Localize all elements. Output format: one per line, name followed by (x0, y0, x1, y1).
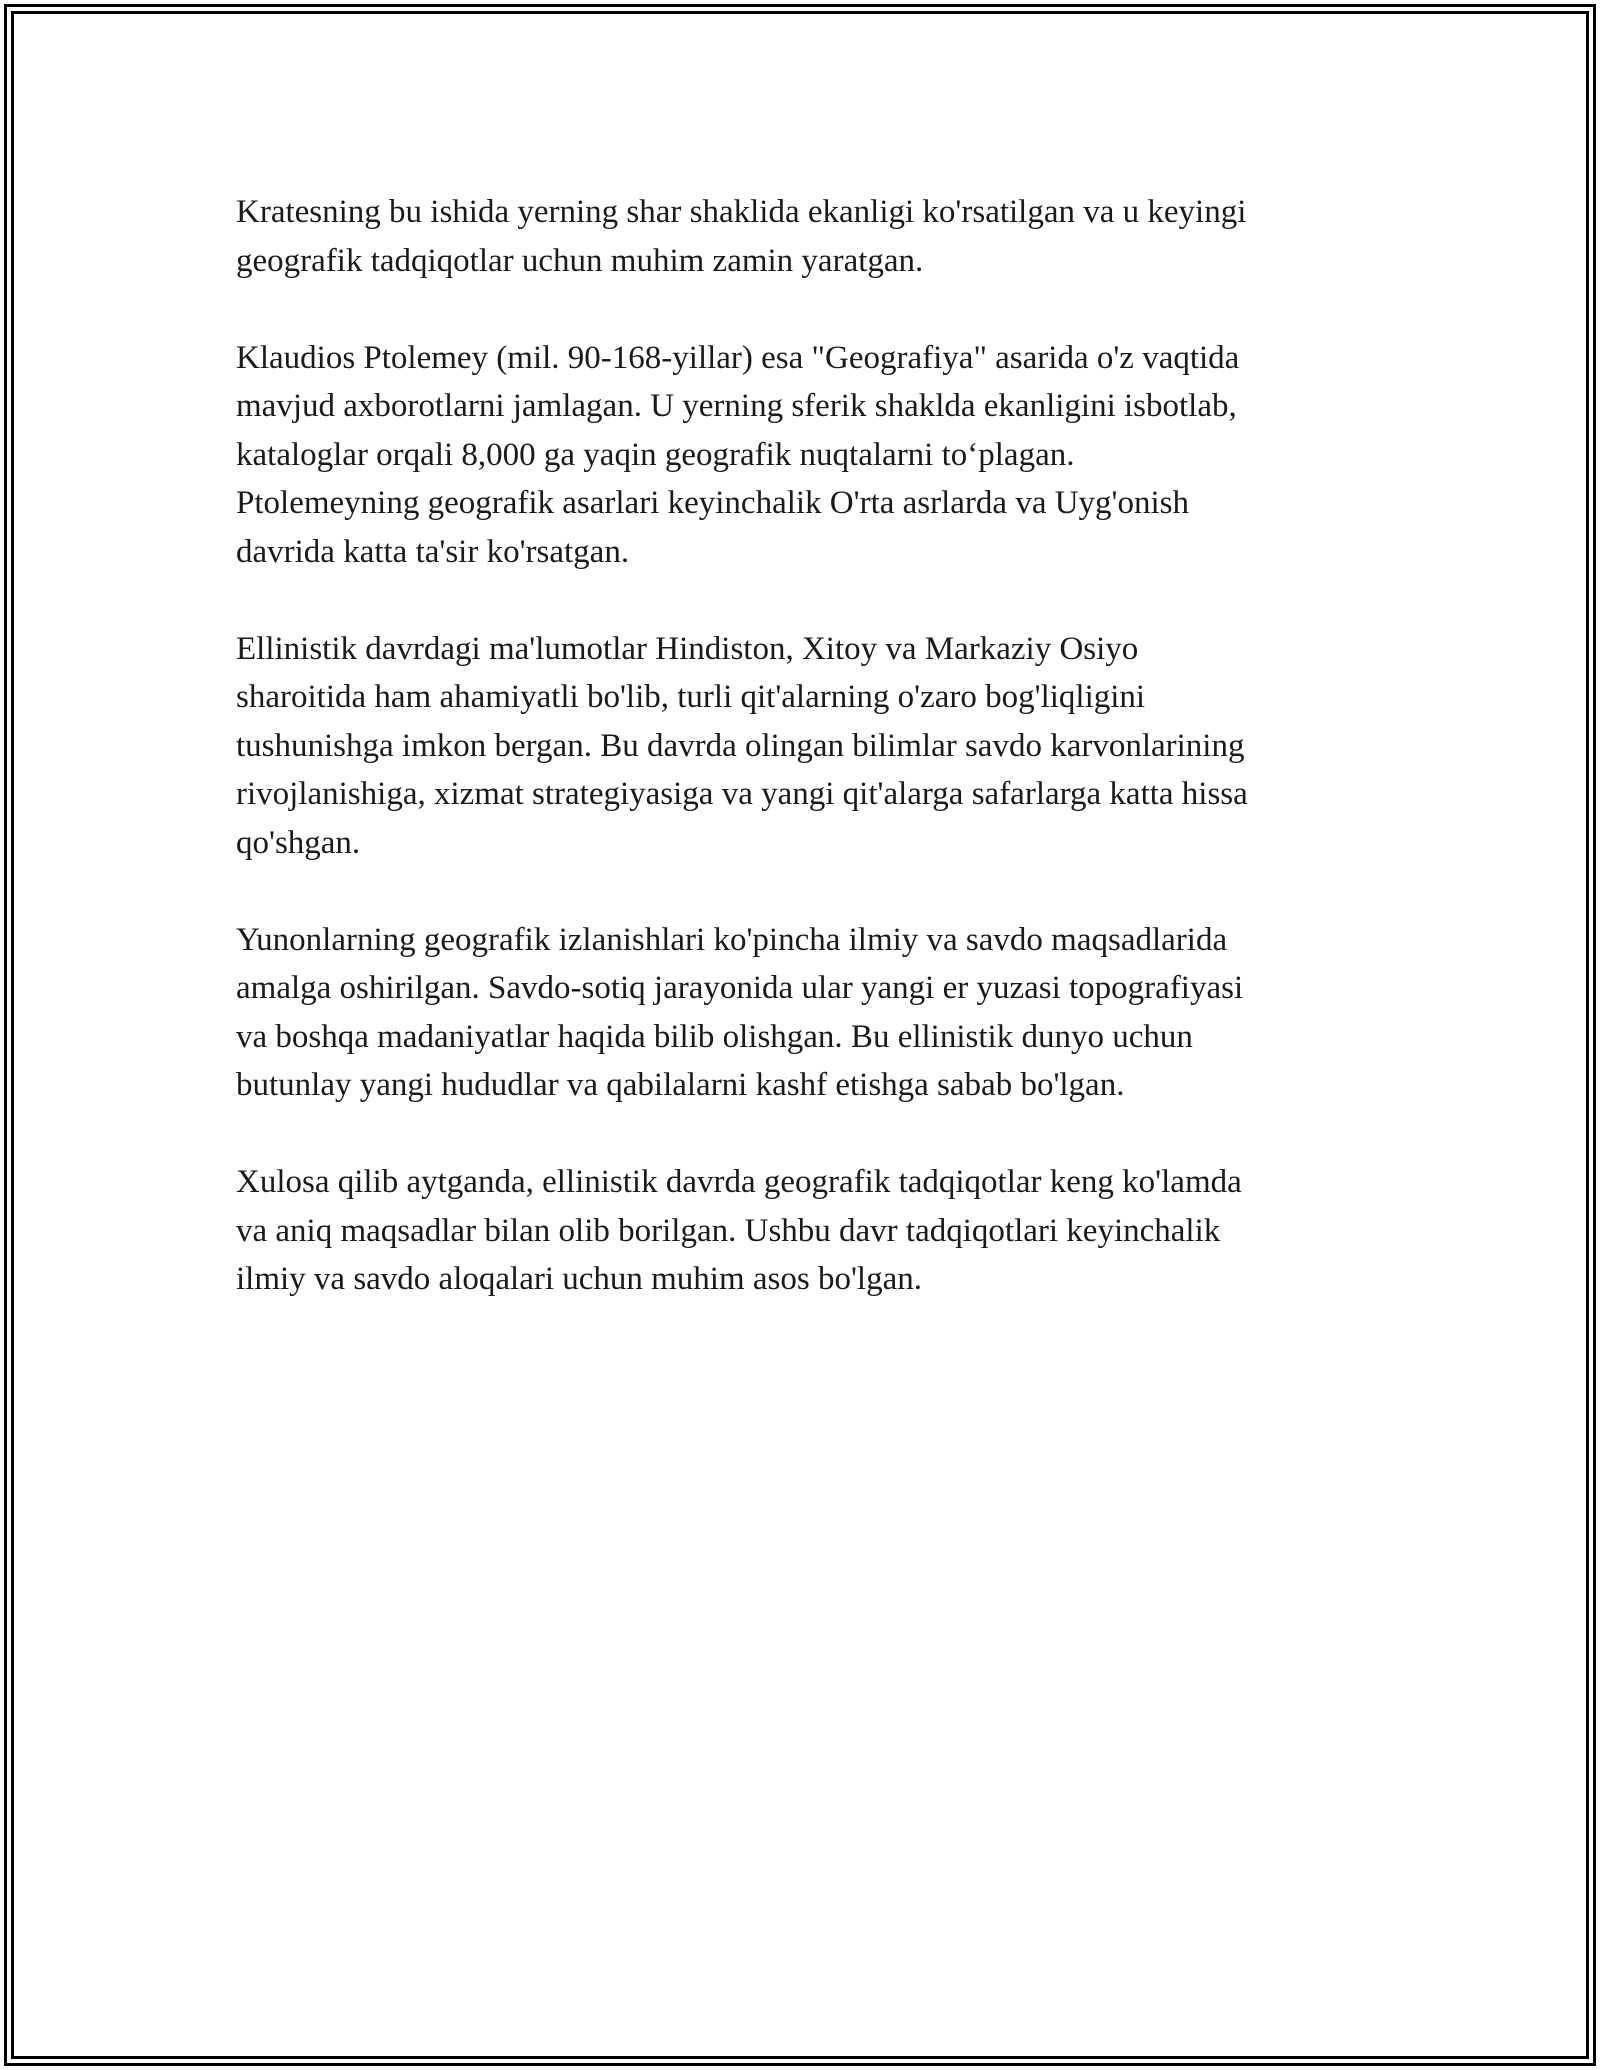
paragraph-xulosa: Xulosa qilib aytganda, ellinistik davrda geografik tadqiqotlar keng ko'lamda va aniq maqsadlar bilan olib borilgan. Ushbu davr tadqiqotlari keyinchalik ilmiy va savdo aloqalari uchun muhim asos bo'lgan. (236, 1164, 1242, 1297)
paragraph-ptolemey: Klaudios Ptolemey (mil. 90-168-yillar) esa "Geografiya" asarida o'z vaqtida mavjud axborotlarni jamlagan. U yerning sferik shaklda ekanligini isbotlab, kataloglar orqali 8,000 ga yaqin geografik nuqtalarni to‘plagan. Ptolemeyning geografik asarlari keyinchalik O'rta asrlarda va Uyg'onish davrida katta ta'sir ko'rsatgan. (236, 339, 1240, 570)
paragraph-ellinistik-malumotlar: Ellinistik davrdagi ma'lumotlar Hindiston, Xitoy va Markaziy Osiyo sharoitida ham ahamiyatli bo'lib, turli qit'alarning o'zaro bog'liqligini tushunishga imkon bergan. Bu davrda olingan bilimlar savdo karvonlarining rivojlanishiga, xizmat strategiyasiga va yangi qit'alarga safarlarga katta hissa qo'shgan. (236, 630, 1248, 861)
paragraph-krates: Kratesning bu ishida yerning shar shaklida ekanligi ko'rsatilgan va u keyingi geografik tadqiqotlar uchun muhim zamin yaratgan. (236, 194, 1247, 279)
document-body (236, 188, 1386, 1352)
paragraph-yunonlar: Yunonlarning geografik izlanishlari ko'pincha ilmiy va savdo maqsadlarida amalga oshirilgan. Savdo-sotiq jarayonida ular yangi er yuzasi topografiyasi va boshqa madaniyatlar haqida bilib olishgan. Bu ellinistik dunyo uchun butunlay yangi hududlar va qabilalarni kashf etishga sabab bo'lgan. (236, 921, 1244, 1103)
